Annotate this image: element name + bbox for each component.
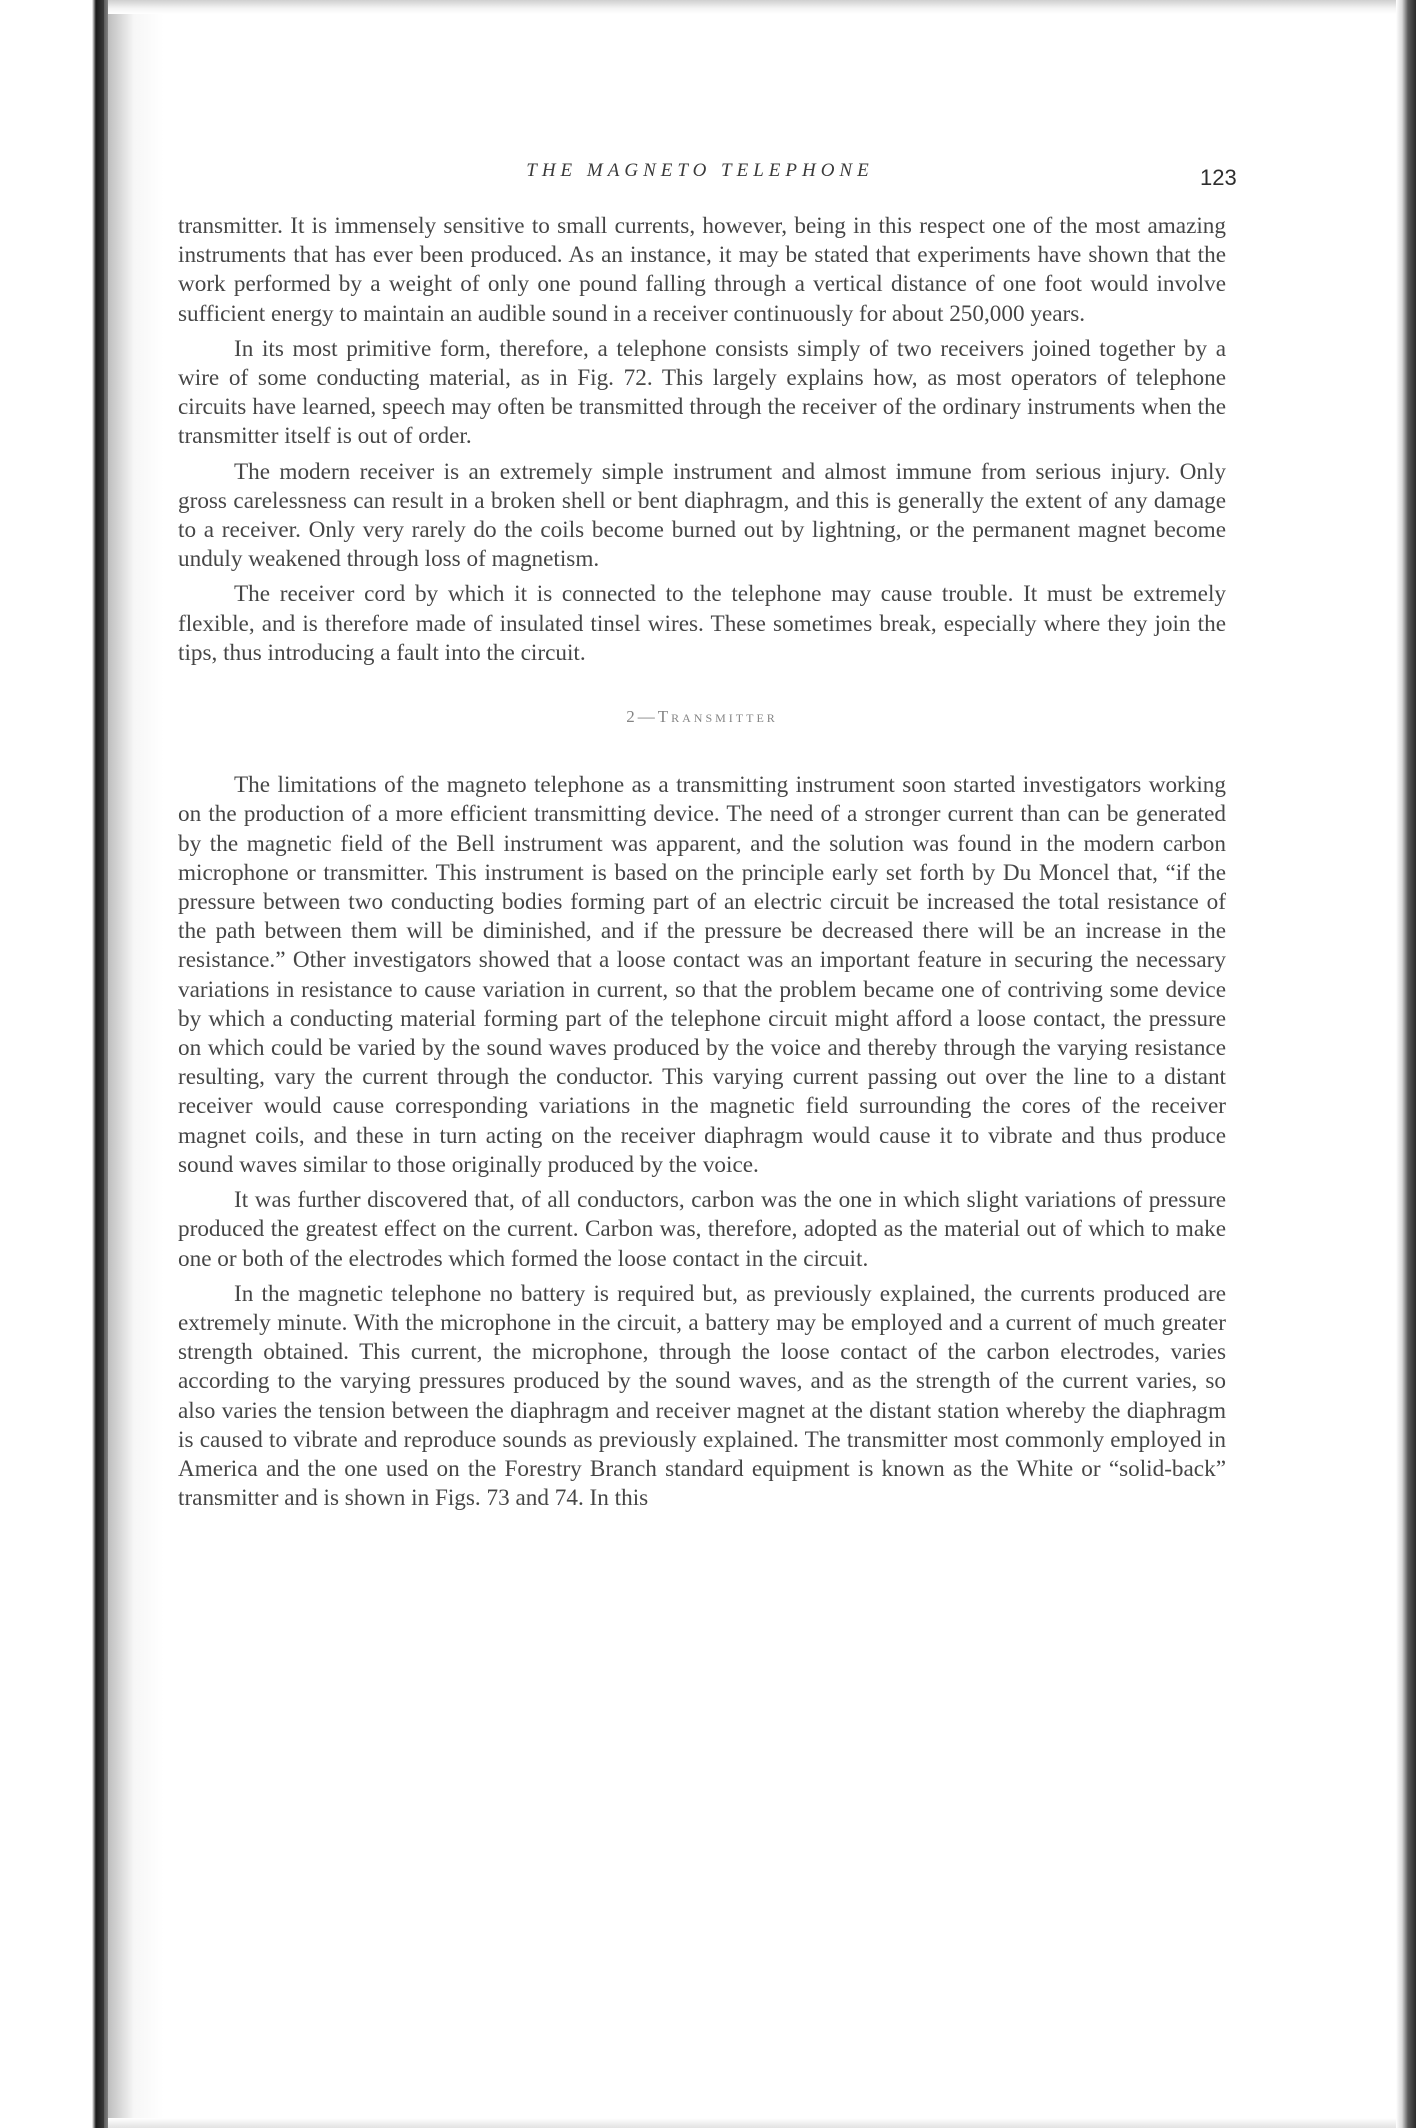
page-top-edge bbox=[108, 0, 1408, 14]
running-head: THE MAGNETO TELEPHONE bbox=[526, 160, 874, 181]
paragraph: It was further discovered that, of all conductors, carbon was the one in which slight variations of pressure produced the greatest effect on the current. Carbon was, therefore, adopted as the material out of which to make one or both of the electrodes which formed the loose contact in the circuit. bbox=[178, 1187, 1226, 1272]
page-bottom-edge bbox=[108, 2118, 1396, 2128]
paragraph: transmitter. It is immensely sensitive to small currents, however, being in this respect one of the most amazing instruments that has ever been produced. As an instance, it may be stated that experiments have shown that the work performed by a weight of only one pound falling through a vertical distance of one foot would involve sufficient energy to maintain an audible sound in a receiver continuously for about 250,000 years. bbox=[178, 213, 1226, 327]
section-heading: 2—Transmitter bbox=[626, 707, 778, 727]
page-number: 123 bbox=[1200, 165, 1237, 190]
paragraph: The receiver cord by which it is connected to the telephone may cause trouble. It must be extremely flexible, and is therefore made of insulated tinsel wires. These sometimes break, especially where they join the tips, thus introducing a fault into the circuit. bbox=[178, 581, 1226, 666]
book-binding-edge bbox=[0, 0, 108, 2128]
page-right-edge bbox=[1396, 0, 1416, 2128]
paragraph: In its most primitive form, therefore, a telephone consists simply of two receivers joined together by a wire of some conducting material, as in Fig. 72. This largely explains how, as most operators of telephone circuits have learned, speech may often be transmitted through the receiver of the ordinary instruments when the transmitter itself is out of order. bbox=[178, 335, 1226, 450]
paragraph: In the magnetic telephone no battery is required but, as previously explained, the currents produced are extremely minute. With the microphone in the circuit, a battery may be employed and a current of much greater strength obtained. This current, the microphone, through the loose contact of the carbon electrodes, varies according to the varying pressures produced by the sound waves, and as the strength of the current varies, so also varies the tension between the diaphragm and receiver magnet at the distant station whereby the diaphragm is caused to vibrate and reproduce sounds as previously explained. The transmitter most commonly employed in America and the one used on the Forestry Branch standard equipment is known as the White or “solid-back” transmitter and is shown in Figs. 73 and 74. In this bbox=[178, 1280, 1226, 1512]
paragraph: The modern receiver is an extremely simple instrument and almost immune from serious injury. Only gross carelessness can result in a broken shell or bent diaphragm, and this is generally the extent of any damage to a receiver. Only very rarely do the coils become burned out by lightning, or the permanent magnet become unduly weakened through loss of magnetism. bbox=[178, 458, 1226, 573]
body-text bbox=[178, 212, 1226, 1519]
paragraph: The limitations of the magneto telephone as a transmitting instrument soon started investigators working on the production of a more efficient transmitting device. The need of a stronger current than can be generated by the magnetic field of the Bell instrument was apparent, and the solution was found in the modern carbon microphone or transmitter. This instrument is based on the principle early set forth by Du Moncel that, “if the pressure between two conducting bodies forming part of an electric circuit be increased the total resistance of the path between them will be diminished, and if the pressure be decreased there will be an increase in the resistance.” Other investigators showed that a loose contact was an important feature in securing the necessary variations in resistance to cause variation in current, so that the problem became one of contriving some device by which a conducting material forming part of the telephone circuit might afford a loose contact, the pressure on which could be varied by the sound waves produced by the voice and thereby through the varying resistance resulting, vary the current through the conductor. This varying current passing out over the line to a distant receiver would cause corresponding variations in the magnetic field surrounding the cores of the receiver magnet coils, and these in turn acting on the receiver diaphragm would cause it to vibrate and thus produce sound waves similar to those originally produced by the voice. bbox=[178, 772, 1226, 1178]
binding-shadow bbox=[104, 0, 164, 2128]
